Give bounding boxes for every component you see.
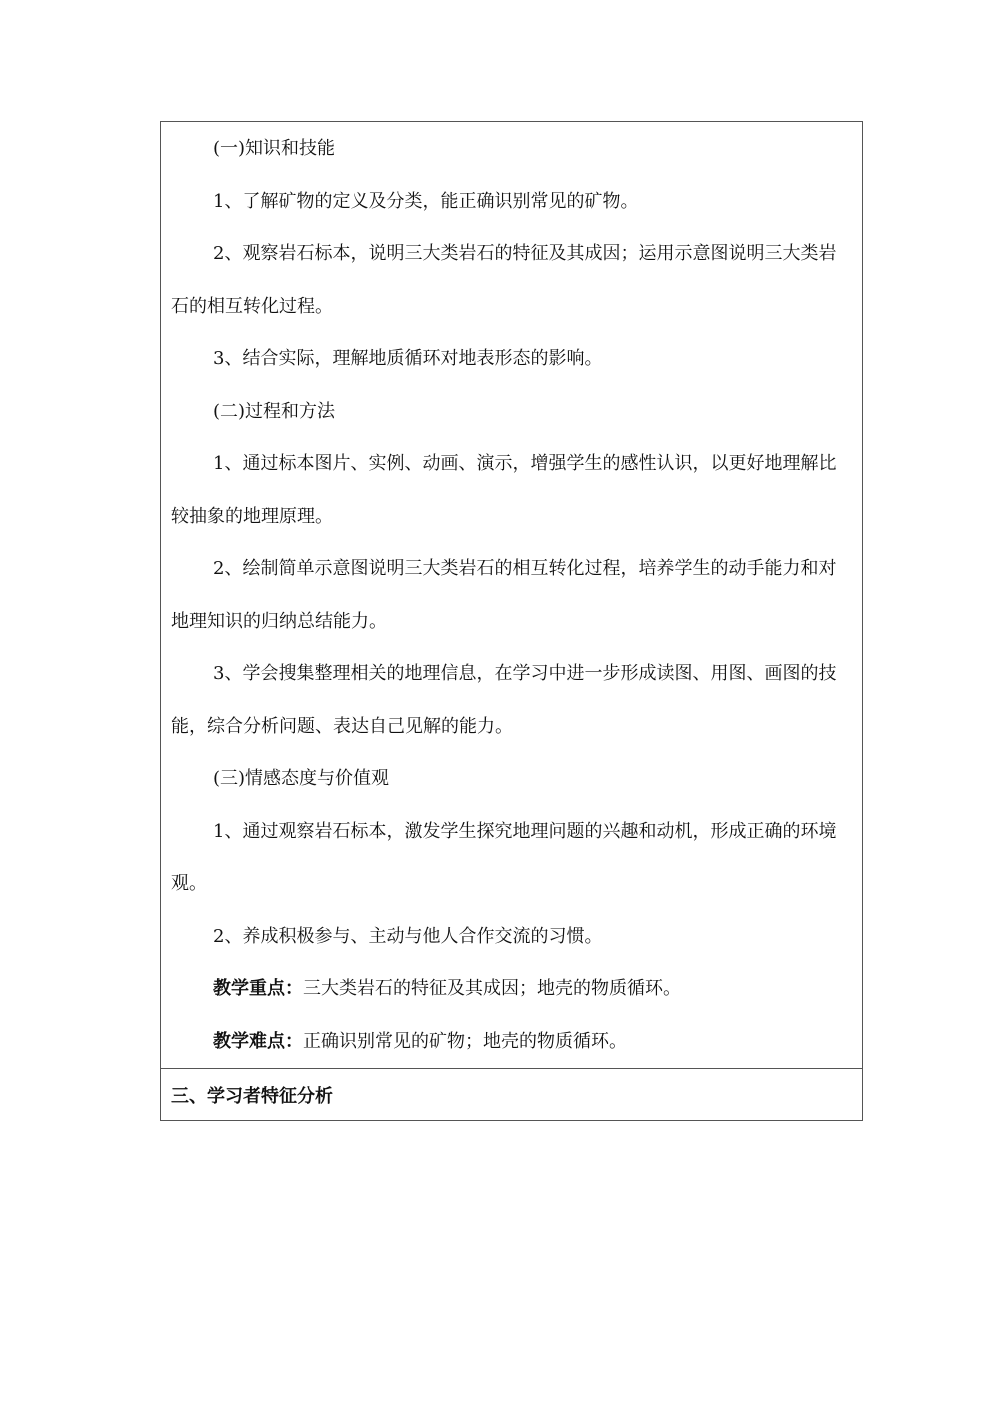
emotion-item-2: 2、养成积极参与、主动与他人合作交流的习惯。 — [213, 925, 603, 947]
difficult-point-text: 正确识别常见的矿物；地壳的物质循环。 — [303, 1030, 627, 1052]
knowledge-item-1: 1、了解矿物的定义及分类，能正确识别常见的矿物。 — [213, 190, 639, 212]
process-item-3: 3、学会搜集整理相关的地理信息，在学习中进一步形成读图、用图、画图的技能，综合分析问题、表达自己见解的能力。 — [171, 663, 837, 737]
heading-process: (二)过程和方法 — [213, 400, 336, 422]
lesson-table — [160, 121, 863, 1121]
difficult-point-label: 教学难点： — [213, 1030, 303, 1052]
heading-emotion: (三)情感态度与价值观 — [213, 768, 390, 789]
key-point-text: 三大类岩石的特征及其成因；地壳的物质循环。 — [303, 978, 681, 999]
knowledge-item-2: 2、观察岩石标本，说明三大类岩石的特征及其成因；运用示意图说明三大类岩石的相互转化过程。 — [171, 243, 837, 317]
difficult-point — [171, 1016, 852, 1069]
heading-knowledge: (一)知识和技能 — [213, 138, 336, 159]
key-point — [171, 963, 852, 1016]
knowledge-item-3: 3、结合实际，理解地质循环对地表形态的影响。 — [213, 348, 603, 369]
emotion-item-1: 1、通过观察岩石标本，激发学生探究地理问题的兴趣和动机，形成正确的环境观。 — [171, 820, 837, 894]
objectives-cell — [161, 123, 862, 1068]
process-item-1: 1、通过标本图片、实例、动画、演示，增强学生的感性认识，以更好地理解比较抽象的地理原理。 — [171, 453, 837, 527]
process-item-2: 2、绘制简单示意图说明三大类岩石的相互转化过程，培养学生的动手能力和对地理知识的归纳总结能力。 — [171, 558, 837, 632]
section-three-title: 三、学习者特征分析 — [171, 1085, 333, 1107]
key-point-label: 教学重点： — [213, 978, 303, 999]
